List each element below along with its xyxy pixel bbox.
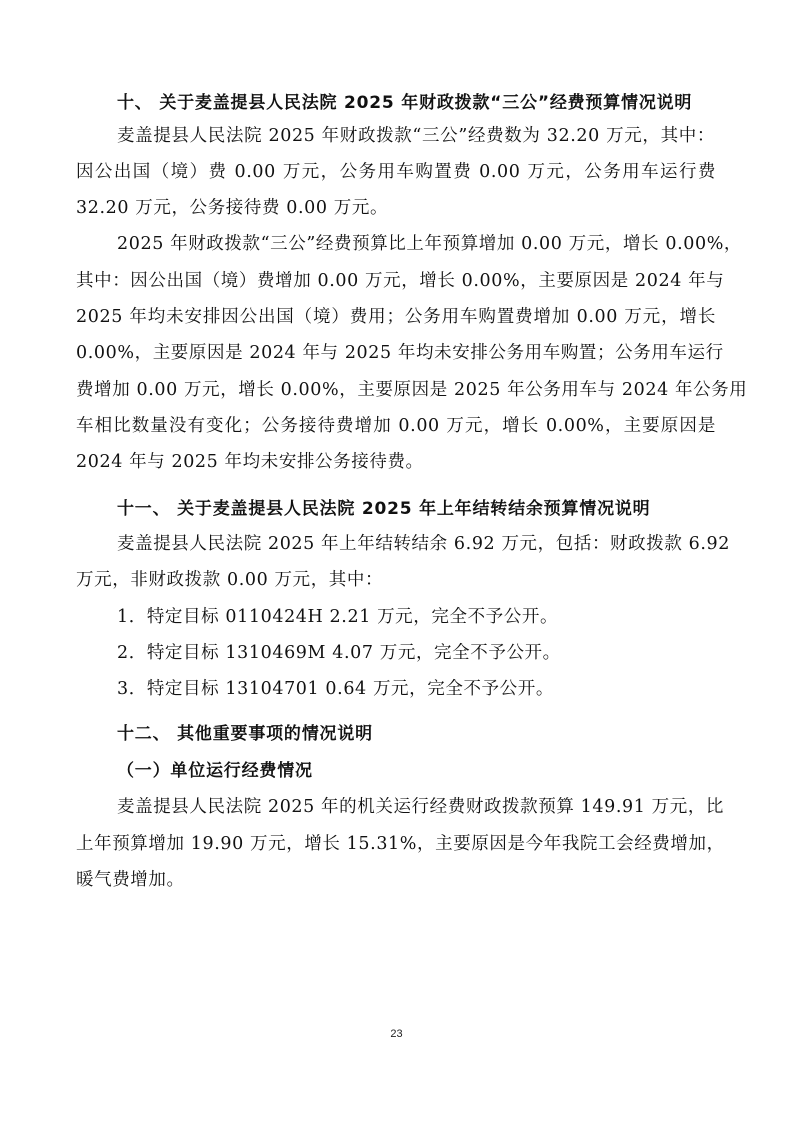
section-12-paragraph-1-line-3: 暖气费增加。 [76, 870, 185, 890]
special-target-item-1: 1．特定目标 0110424H 2.21 万元，完全不予公开。 [117, 607, 559, 627]
section-11-paragraph-1-line-2: 万元，非财政拨款 0.00 万元，其中： [76, 570, 384, 590]
section-10-paragraph-1-line-1: 麦盖提县人民法院 2025 年财政拨款“三公”经费数为 32.20 万元，其中： [117, 126, 715, 146]
section-12-paragraph-1-line-1: 麦盖提县人民法院 2025 年的机关运行经费财政拨款预算 149.91 万元，比 [117, 797, 725, 817]
section-10-paragraph-2-line-5: 费增加 0.00 万元，增长 0.00%，主要原因是 2025 年公务用车与 2024 年公务用 [76, 380, 748, 400]
section-10-paragraph-1-line-3: 32.20 万元，公务接待费 0.00 万元。 [76, 198, 389, 218]
section-10-paragraph-2-line-6: 车相比数量没有变化；公务接待费增加 0.00 万元，增长 0.00%，主要原因是 [76, 416, 716, 436]
section-12-heading: 十二、 其他重要事项的情况说明 [117, 724, 373, 744]
section-12-paragraph-1-line-2: 上年预算增加 19.90 万元，增长 15.31%，主要原因是今年我院工会经费增加， [76, 834, 725, 854]
section-10-heading: 十、 关于麦盖提县人民法院 2025 年财政拨款“三公”经费预算情况说明 [117, 93, 693, 113]
section-10-paragraph-1-line-2: 因公出国（境）费 0.00 万元，公务用车购置费 0.00 万元，公务用车运行费 [76, 162, 716, 182]
special-target-item-3: 3．特定目标 13104701 0.64 万元，完全不予公开。 [117, 679, 554, 699]
section-11-paragraph-1-line-1: 麦盖提县人民法院 2025 年上年结转结余 6.92 万元，包括：财政拨款 6.92 [117, 534, 730, 554]
section-10-paragraph-2-line-7: 2024 年与 2025 年均未安排公务接待费。 [76, 452, 424, 472]
section-10-paragraph-2-line-4: 0.00%，主要原因是 2024 年与 2025 年均未安排公务用车购置；公务用车运行 [76, 343, 724, 363]
section-12-subheading: （一）单位运行经费情况 [117, 761, 313, 781]
section-10-paragraph-2-line-3: 2025 年均未安排因公出国（境）费用；公务用车购置费增加 0.00 万元，增长 [76, 307, 716, 327]
section-11-heading: 十一、 关于麦盖提县人民法院 2025 年上年结转结余预算情况说明 [117, 499, 651, 519]
section-10-paragraph-2-line-1: 2025 年财政拨款“三公”经费预算比上年预算增加 0.00 万元，增长 0.00%， [117, 234, 743, 254]
page-number: 23 [390, 1028, 403, 1040]
special-target-item-2: 2．特定目标 1310469M 4.07 万元，完全不予公开。 [117, 643, 561, 663]
section-10-paragraph-2-line-2: 其中：因公出国（境）费增加 0.00 万元，增长 0.00%，主要原因是 2024 年与 [76, 271, 725, 291]
